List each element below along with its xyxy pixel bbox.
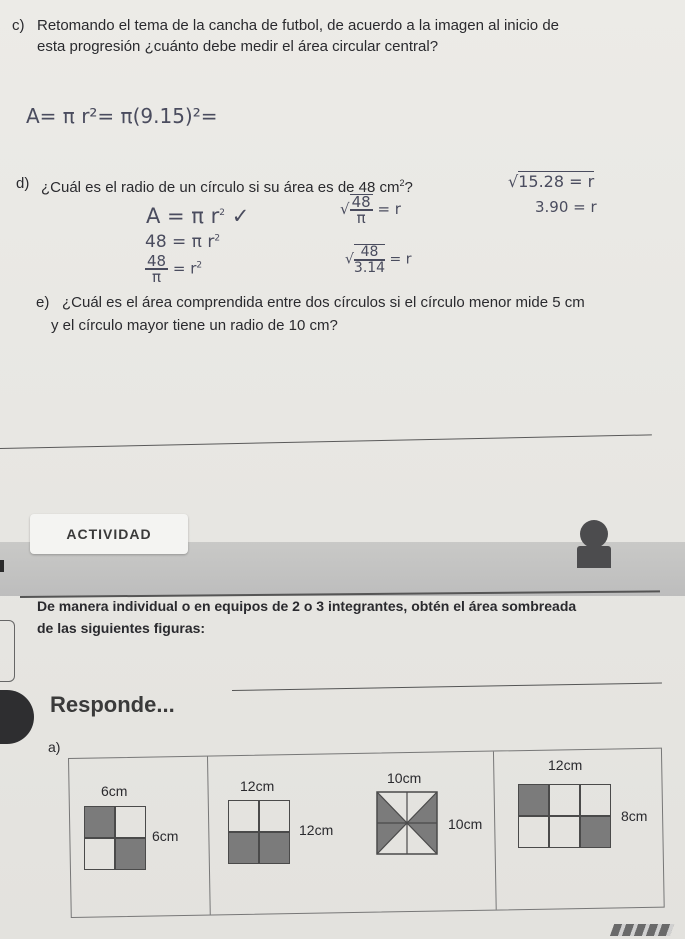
question-d-text: ¿Cuál es el radio de un círculo si su área es de 48 $cm^2$? xyxy=(41,178,413,196)
figure-3 xyxy=(375,790,439,856)
figure-4-cell-6 xyxy=(580,816,611,848)
figure-4-cell-2 xyxy=(549,784,580,816)
figure-1-cell-bl xyxy=(84,838,115,870)
activity-badge-label: ACTIVIDAD xyxy=(66,526,152,542)
activity-instruction-line2: de las siguientes figuras: xyxy=(37,620,206,636)
figure-4-cell-5 xyxy=(549,816,580,848)
question-c-answer: A= π r²= π(9.15)²= xyxy=(26,104,218,128)
work-eq3: $\frac{48}{\pi}$ = $r^2$ xyxy=(147,252,203,286)
question-c-line2: esta progresión ¿cuánto debe medir el área circular central? xyxy=(37,38,439,55)
page-edge-bracket xyxy=(0,620,15,682)
side-tab-marker xyxy=(0,690,34,744)
figure-2-cell-tr xyxy=(259,800,290,832)
table-divider-2 xyxy=(493,752,497,910)
figure-1-cell-br xyxy=(115,838,146,870)
question-e-line2: y el círculo mayor tiene un radio de 10 cm? xyxy=(51,317,338,334)
figure-4-cell-4 xyxy=(518,816,549,848)
question-e-line1: ¿Cuál es el área comprendida entre dos círculos si el círculo menor mide 5 cm xyxy=(62,294,585,311)
figure-1-cell-tl xyxy=(84,806,115,838)
figure-2-cell-tl xyxy=(228,800,259,832)
work-eq5: √ $\frac{48}{3.14}$ = r xyxy=(345,244,412,276)
figure-4 xyxy=(518,784,611,848)
question-c-prefix: c) xyxy=(12,17,25,34)
activity-badge xyxy=(30,514,188,554)
work-eq7: 3.90 = r xyxy=(535,198,597,216)
question-e-prefix: e) xyxy=(36,294,50,311)
band-marker xyxy=(0,560,4,572)
responde-heading: Responde... xyxy=(50,692,175,717)
figure-1-cell-tr xyxy=(115,806,146,838)
activity-instruction-line1: De manera individual o en equipos de 2 o 3 integrantes, obtén el área sombreada xyxy=(37,598,577,614)
figure-2-top-label: 12cm xyxy=(240,778,275,794)
figure-1-side-label: 6cm xyxy=(152,828,179,844)
figure-4-cell-3 xyxy=(580,784,611,816)
figure-3-top-label: 10cm xyxy=(387,770,422,786)
figure-3-side-label: 10cm xyxy=(448,816,483,832)
work-eq4: √ $\frac{48}{\pi}$ = r xyxy=(340,193,401,227)
question-c-line1: Retomando el tema de la cancha de futbol, de acuerdo a la imagen al inicio de xyxy=(37,17,560,34)
item-a-label: a) xyxy=(48,739,61,755)
person-head-icon xyxy=(580,520,608,548)
figure-1 xyxy=(84,806,146,870)
answer-line xyxy=(0,434,652,449)
work-eq1: A = π $r^2$ ✓ xyxy=(146,204,250,228)
figure-2-cell-bl xyxy=(228,832,259,864)
work-eq6: √15.28 = r xyxy=(508,172,595,191)
figure-1-top-label: 6cm xyxy=(101,783,128,799)
work-eq2: 48 = π $r^2$ xyxy=(145,232,221,252)
figure-4-cell-1 xyxy=(518,784,549,816)
table-divider-1 xyxy=(207,757,211,915)
figure-2-side-label: 12cm xyxy=(299,822,334,838)
person-body-icon xyxy=(577,546,611,568)
figure-2 xyxy=(228,800,290,864)
responde-line xyxy=(232,682,662,691)
figure-4-top-label: 12cm xyxy=(548,757,583,773)
corner-decoration xyxy=(610,924,674,936)
figure-2-cell-br xyxy=(259,832,290,864)
question-d-prefix: d) xyxy=(16,175,30,192)
figure-4-side-label: 8cm xyxy=(621,808,648,824)
